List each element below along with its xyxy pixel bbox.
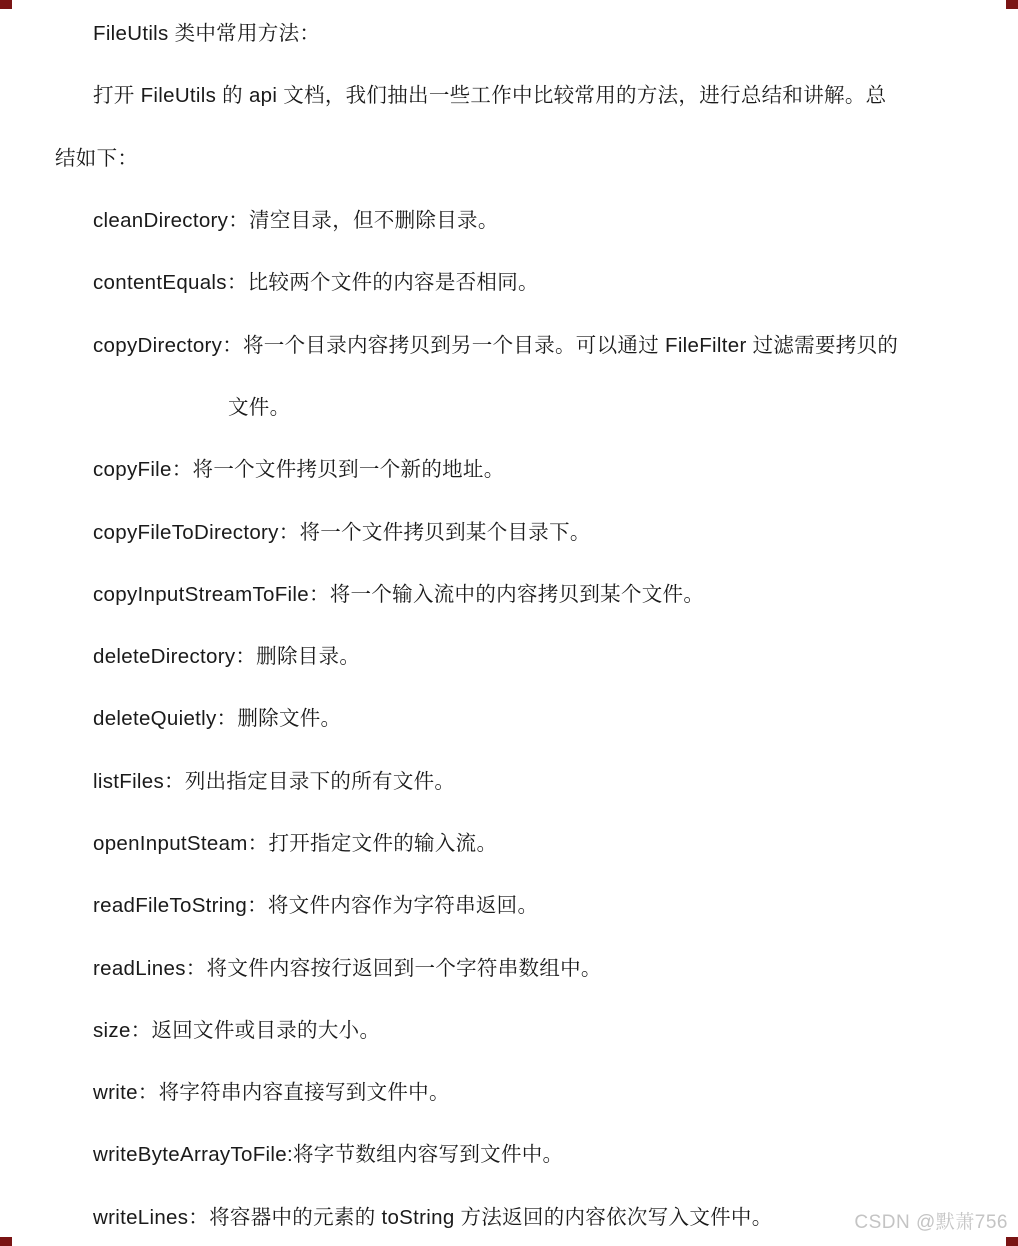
doc-line-openInputSteam: openInputSteam：打开指定文件的输入流。	[93, 832, 498, 855]
doc-line-intro-2: 结如下：	[55, 146, 139, 170]
doc-line-writeLines: writeLines：将容器中的元素的 toString 方法返回的内容依次写入文件中。	[93, 1205, 773, 1229]
doc-line-listFiles: listFiles：列出指定目录下的所有文件。	[93, 769, 456, 793]
doc-line-copyDirectory: copyDirectory：将一个目录内容拷贝到另一个目录。可以通过 FileFilter 过滤需要拷贝的	[93, 333, 899, 357]
csdn-watermark: CSDN @默萧756	[854, 1212, 1008, 1233]
doc-line-writeByteArrayToFile: writeByteArrayToFile:将字节数组内容写到文件中。	[93, 1143, 564, 1167]
corner-marker-bottom-right	[1006, 1237, 1018, 1246]
doc-line-title: FileUtils 类中常用方法：	[93, 22, 321, 46]
doc-line-copyFile: copyFile：将一个文件拷贝到一个新的地址。	[93, 458, 505, 482]
doc-line-readFileToString: readFileToString：将文件内容作为字符串返回。	[93, 894, 539, 918]
doc-line-readLines: readLines：将文件内容按行返回到一个字符串数组中。	[93, 956, 602, 980]
doc-line-copyDirectory-cont: 文件。	[228, 395, 291, 419]
doc-line-write: write：将字符串内容直接写到文件中。	[93, 1081, 450, 1105]
doc-line-deleteDirectory: deleteDirectory：删除目录。	[93, 645, 361, 669]
corner-marker-bottom-left	[0, 1237, 12, 1246]
doc-line-intro-1: 打开 FileUtils 的 api 文档，我们抽出一些工作中比较常用的方法，进行总结和讲解。总	[93, 84, 887, 108]
doc-line-copyFileToDirectory: copyFileToDirectory：将一个文件拷贝到某个目录下。	[93, 520, 591, 544]
doc-line-deleteQuietly: deleteQuietly：删除文件。	[93, 707, 342, 731]
corner-marker-top-left	[0, 0, 12, 9]
doc-line-size: size：返回文件或目录的大小。	[93, 1018, 381, 1042]
doc-line-cleanDirectory: cleanDirectory：清空目录，但不删除目录。	[93, 209, 499, 233]
doc-line-copyInputStreamToFile: copyInputStreamToFile：将一个输入流中的内容拷贝到某个文件。	[93, 582, 705, 606]
corner-marker-top-right	[1006, 0, 1018, 9]
doc-line-contentEquals: contentEquals：比较两个文件的内容是否相同。	[93, 271, 539, 295]
